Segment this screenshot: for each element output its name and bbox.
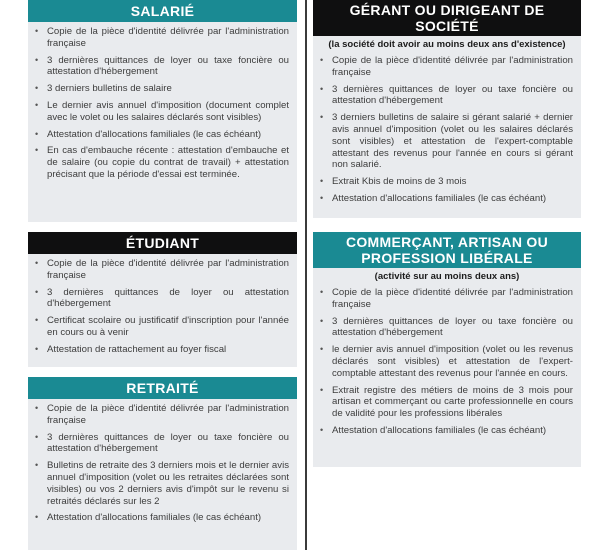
section-commercant	[313, 232, 581, 467]
list-item: • Copie de la pièce d'identité délivrée par l'administration française	[332, 55, 573, 79]
list-item: • Le dernier avis annuel d'imposition (document complet avec le volet ou les salaires déclarés sont visibles)	[47, 100, 289, 124]
list-item: • Attestation de rattachement au foyer fiscal	[47, 344, 289, 356]
document-list	[28, 22, 297, 187]
list-item: • Extrait registre des métiers de moins de 3 mois pour artisan et commerçant ou carte professionnelle en cours de validité pour les professions libérales	[332, 385, 573, 420]
list-item: • 3 dernières quittances de loyer ou taxe foncière ou attestation d'hébergement	[47, 432, 289, 456]
list-item: • Certificat scolaire ou justificatif d'inscription pour l'année en cours ou à venir	[47, 315, 289, 339]
list-item: • Copie de la pièce d'identité délivrée par l'administration française	[47, 403, 289, 427]
section-etudiant	[28, 232, 297, 367]
section-gerant	[313, 0, 581, 218]
section-subtitle: (activité sur au moins deux ans)	[374, 271, 520, 282]
section-title: COMMERÇANT, ARTISAN OU PROFESSION LIBÉRALE	[313, 232, 581, 268]
list-item: • Copie de la pièce d'identité délivrée par l'administration française	[47, 258, 289, 282]
list-item: • 3 derniers bulletins de salaire	[47, 83, 289, 95]
list-item: • Bulletins de retraite des 3 derniers mois et le dernier avis annuel d'imposition (volet ou les retraites déclarées sont visibles) ou vos 2 derniers avis d'impôt sur le revenu si retraités déclarés sur les 2	[47, 460, 289, 507]
list-item: • Attestation d'allocations familiales (le cas échéant)	[332, 425, 573, 437]
list-item: • Copie de la pièce d'identité délivrée par l'administration française	[47, 26, 289, 50]
document-list	[313, 51, 581, 211]
section-title: SALARIÉ	[28, 0, 297, 22]
list-item: • Attestation d'allocations familiales (le cas échéant)	[332, 193, 573, 205]
section-salarie	[28, 0, 297, 222]
section-retraite	[28, 377, 297, 550]
document-list	[28, 254, 297, 362]
document-list	[313, 283, 581, 443]
list-item: • 3 dernières quittances de loyer ou attestation d'hébergement	[47, 287, 289, 311]
list-item: • Attestation d'allocations familiales (le cas échéant)	[47, 129, 289, 141]
section-title: RETRAITÉ	[28, 377, 297, 399]
list-item: • Extrait Kbis de moins de 3 mois	[332, 176, 573, 188]
list-item: • Attestation d'allocations familiales (le cas échéant)	[47, 512, 289, 524]
list-item: • Copie de la pièce d'identité délivrée par l'administration française	[332, 287, 573, 311]
document-list	[28, 399, 297, 530]
list-item: • 3 dernières quittances de loyer ou taxe foncière ou attestation d'hébergement	[47, 55, 289, 79]
section-title: ÉTUDIANT	[28, 232, 297, 254]
list-item: • le dernier avis annuel d'imposition (volet ou les revenus déclarés sont visibles) et attestation de l'expert-comptable attestant des revenus pour l'année en cours.	[332, 344, 573, 379]
list-item: • En cas d'embauche récente : attestation d'embauche et de salaire (ou copie du contrat de travail) + attestation précisant que la période d'essai est terminée.	[47, 145, 289, 180]
column-divider	[305, 0, 307, 550]
section-title: GÉRANT OU DIRIGEANT DE SOCIÉTÉ	[313, 0, 581, 36]
section-subtitle: (la société doit avoir au moins deux ans d'existence)	[328, 39, 566, 50]
list-item: • 3 derniers bulletins de salaire si gérant salarié + dernier avis annuel d'imposition (volet ou les salaires déclarés sont visibles) et attestation de l'expert-comptable attestant des revenus pour l'année en cours si gérant non salarié.	[332, 112, 573, 171]
list-item: • 3 dernières quittances de loyer ou taxe foncière ou attestation d'hébergement	[332, 84, 573, 108]
list-item: • 3 dernières quittances de loyer ou taxe foncière ou attestation d'hébergement	[332, 316, 573, 340]
